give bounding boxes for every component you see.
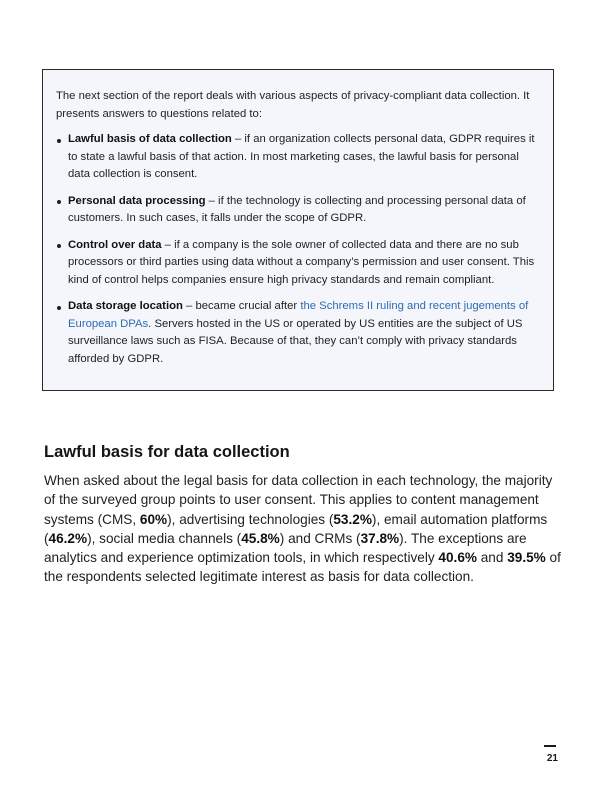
page-number: 21 bbox=[546, 753, 558, 764]
paragraph-text: ), email automation platforms ( bbox=[44, 511, 548, 546]
list-item-data-storage-location bbox=[68, 298, 539, 368]
list-item-personal-data-processing bbox=[68, 193, 539, 228]
body-paragraph bbox=[44, 471, 564, 587]
paragraph-text: When asked about the legal basis for data collection in each technology, the majority of the surveyed group points to user consent. This applies to content management systems (CMS, bbox=[44, 473, 553, 527]
callout-list bbox=[56, 131, 539, 368]
highlighted-percentage: 40.6% bbox=[438, 550, 477, 566]
summary-callout-box bbox=[42, 69, 554, 391]
list-item-text: – if the technology is collecting and processing personal data of customers. In such cases, it falls under the scope of GDPR. bbox=[68, 194, 526, 224]
section-heading: Lawful basis for data collection bbox=[44, 443, 290, 461]
list-item-text: – if an organization collects personal data, GDPR requires it to state a lawful basis of that action. In most marketing cases, the lawful basis for personal data collection is consent. bbox=[68, 133, 535, 180]
paragraph-text: of the respondents selected legitimate interest as basis for data collection. bbox=[44, 550, 561, 585]
paragraph-text: ). The exceptions are analytics and experience optimization tools, in which respectively bbox=[44, 530, 527, 566]
highlighted-percentage: 39.5% bbox=[507, 550, 546, 566]
list-item-text: . Servers hosted in the US or operated by US entities are the subject of US surveillance laws such as FISA. Because of that, they can’t comply with privacy standards afforded by GDPR. bbox=[68, 317, 523, 365]
highlighted-percentage: 45.8% bbox=[241, 530, 280, 546]
callout-intro: The next section of the report deals with various aspects of privacy-compliant data collection. It presents answers to questions related to: bbox=[56, 90, 530, 120]
list-item-text: – became crucial after bbox=[182, 300, 301, 312]
page-number-rule bbox=[544, 745, 556, 747]
highlighted-percentage: 60% bbox=[139, 511, 168, 527]
schrems-ii-link[interactable]: the Schrems II ruling and recent jugements of European DPAs bbox=[68, 300, 529, 330]
list-item-text: – if a company is the sole owner of collected data and there are no sub processors or third parties using data without a company’s permission and user consent. This kind of control helps companies ensure high privacy standards and remain compliant. bbox=[68, 238, 535, 286]
list-item-term: Personal data processing bbox=[68, 194, 206, 207]
list-item-lawful-basis bbox=[68, 131, 539, 184]
paragraph-text: ) and CRMs ( bbox=[279, 530, 361, 546]
highlighted-percentage: 46.2% bbox=[48, 530, 88, 546]
paragraph-text: and bbox=[476, 550, 508, 566]
list-item-control-over-data bbox=[68, 237, 539, 290]
list-item-term: Lawful basis of data collection bbox=[68, 133, 232, 145]
highlighted-percentage: 37.8% bbox=[360, 530, 400, 546]
paragraph-text: ), social media channels ( bbox=[87, 530, 242, 546]
paragraph-text: ), advertising technologies ( bbox=[167, 511, 334, 527]
list-item-term: Data storage location bbox=[68, 300, 183, 312]
highlighted-percentage: 53.2% bbox=[333, 511, 372, 527]
list-item-term: Control over data bbox=[68, 238, 162, 251]
